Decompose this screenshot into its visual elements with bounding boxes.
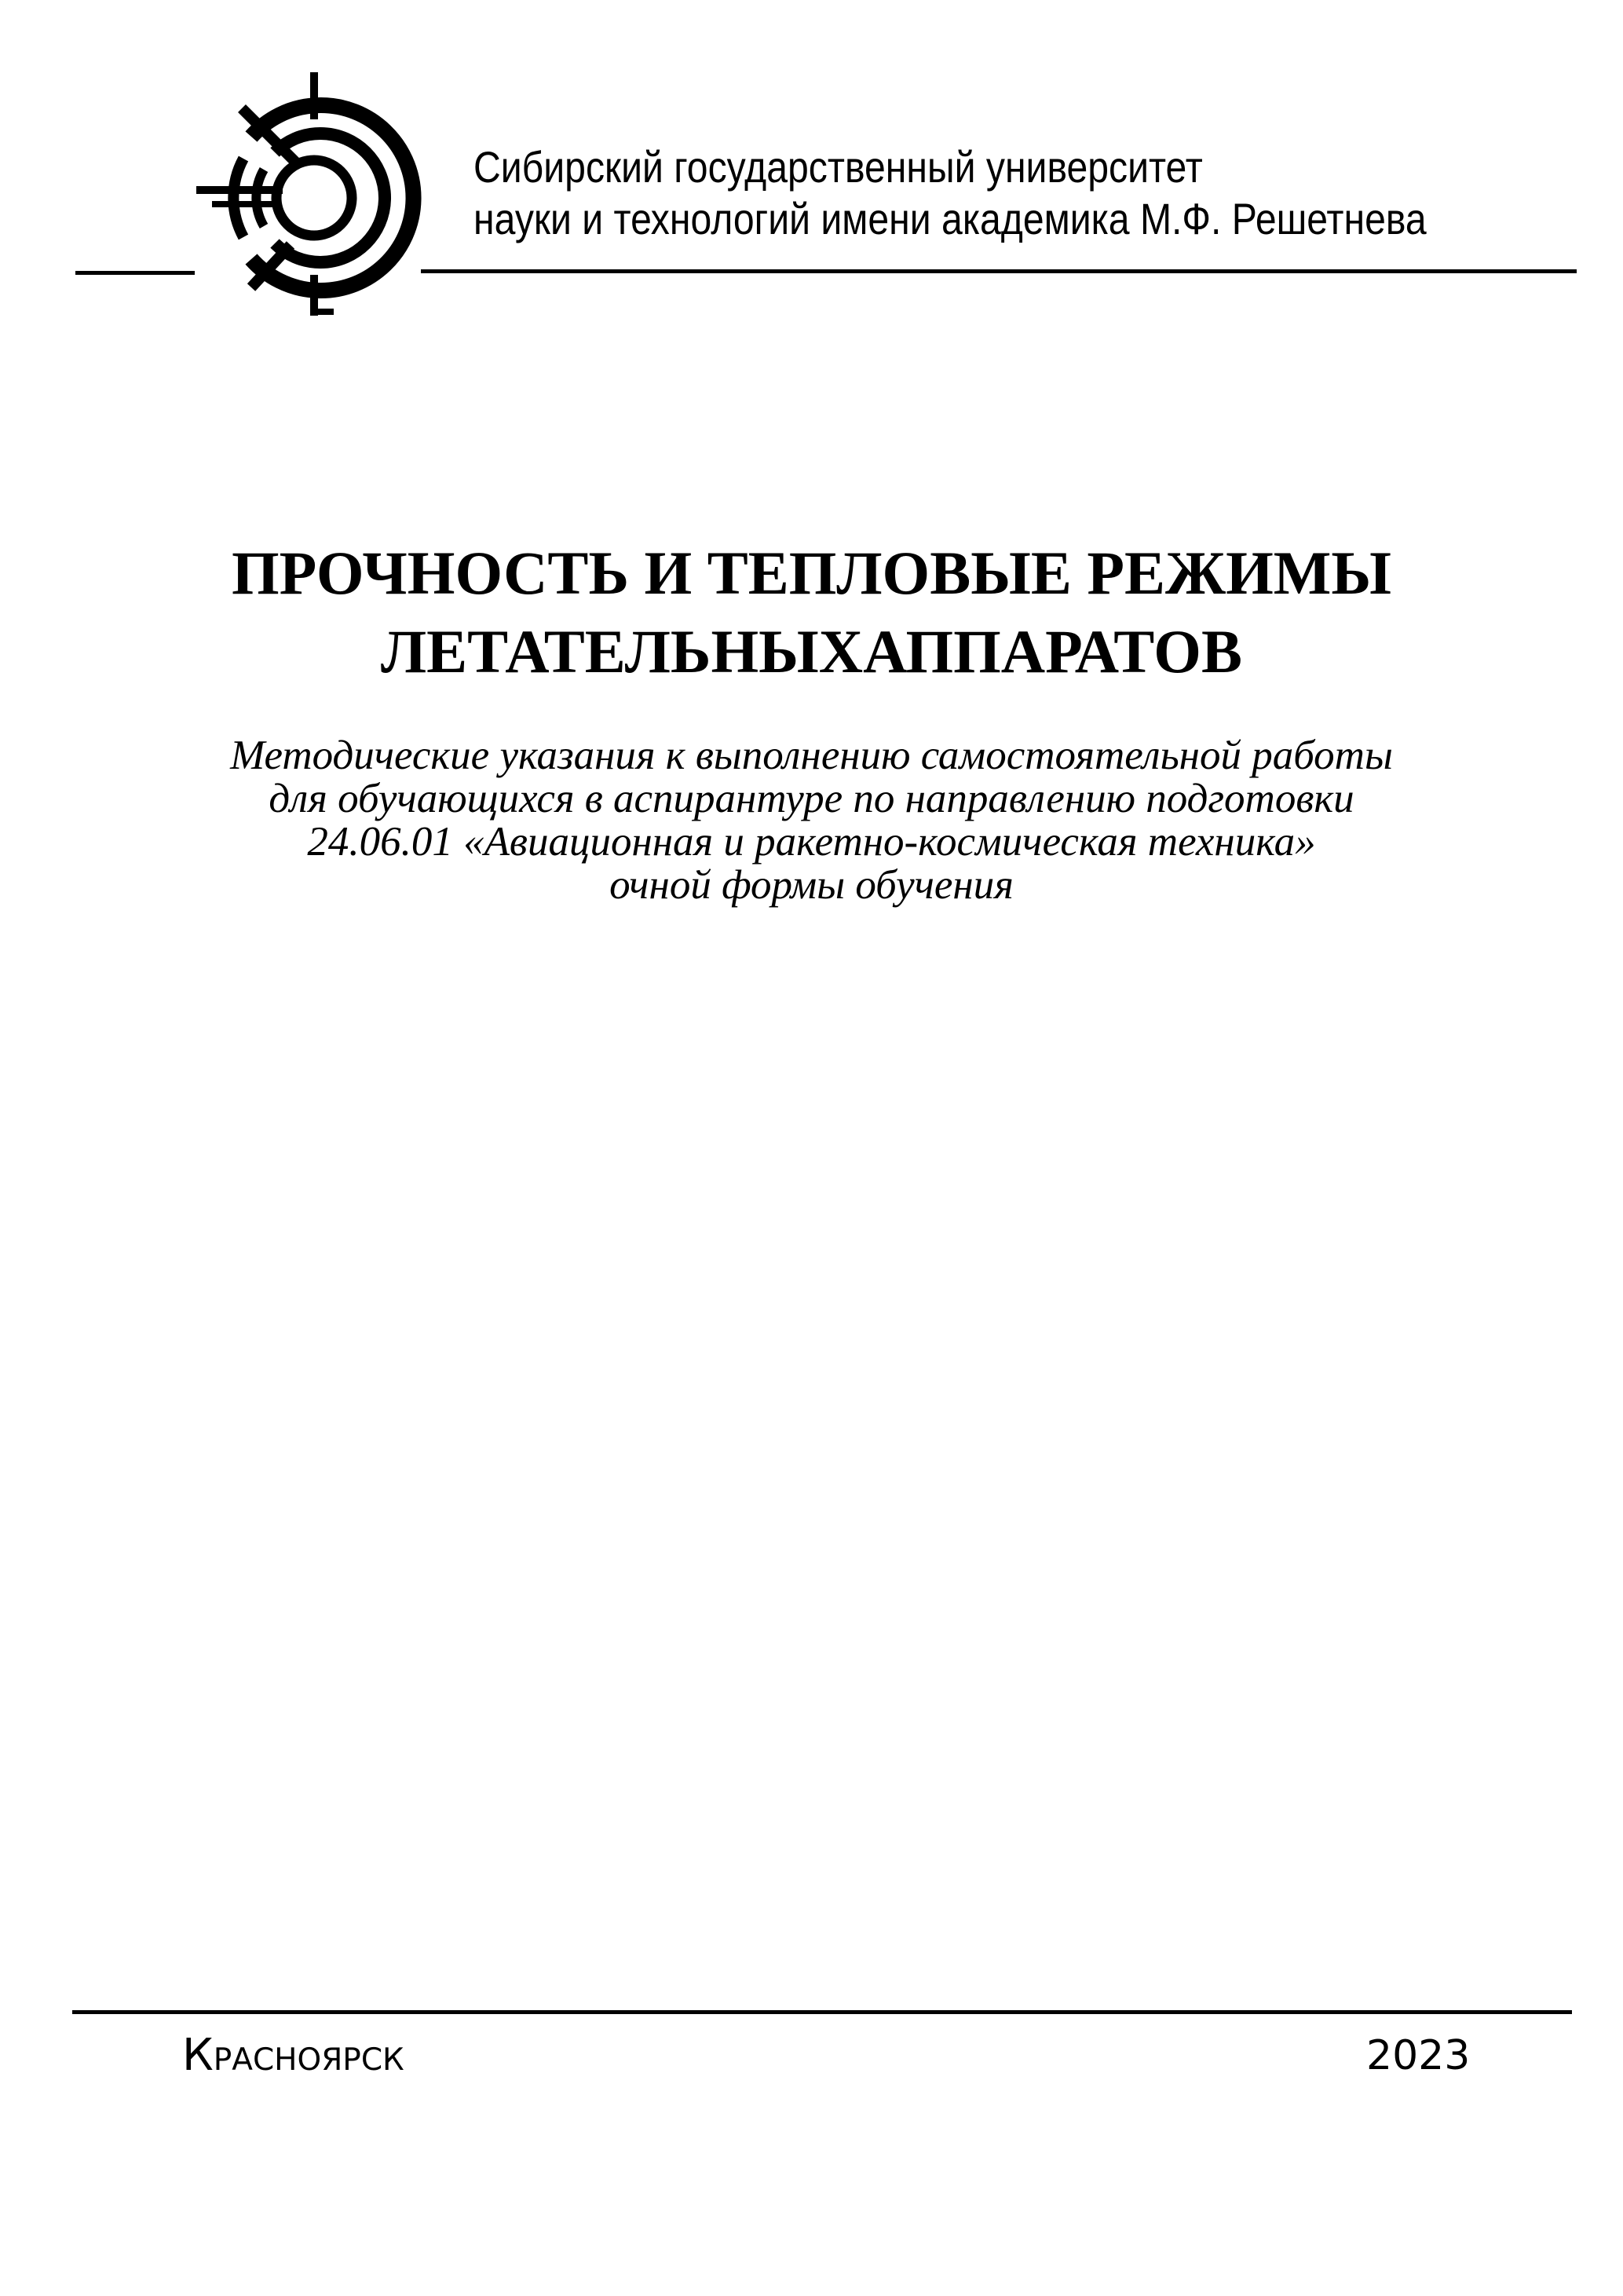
subtitle-line-3: 24.06.01 «Авиационная и ракетно-космическая техника»: [307, 819, 1316, 865]
header-rule-right: [421, 269, 1577, 273]
title-line-2: ЛЕТАТЕЛЬНЫХАППАРАТОВ: [381, 617, 1242, 686]
document-title: [79, 534, 1544, 691]
university-emblem-icon: [196, 72, 432, 316]
header-rule-left: [75, 271, 195, 275]
footer-rule: [72, 2010, 1572, 2014]
university-name-line-2: науки и технологий имени академика М.Ф. Решетнева: [473, 194, 1427, 243]
publication-city: Красноярск: [182, 2030, 404, 2081]
title-line-1: ПРОЧНОСТЬ И ТЕПЛОВЫЕ РЕЖИМЫ: [231, 539, 1392, 607]
publication-year: 2023: [1366, 2032, 1471, 2079]
document-subtitle: [79, 734, 1544, 907]
subtitle-line-1: Методические указания к выполнению самостоятельной работы: [230, 733, 1393, 778]
subtitle-line-4: очной формы обучения: [609, 862, 1014, 908]
university-name: [473, 141, 1427, 245]
subtitle-line-2: для обучающихся в аспирантуре по направлению подготовки: [269, 776, 1354, 821]
university-name-line-1: Сибирский государственный университет: [473, 142, 1203, 192]
